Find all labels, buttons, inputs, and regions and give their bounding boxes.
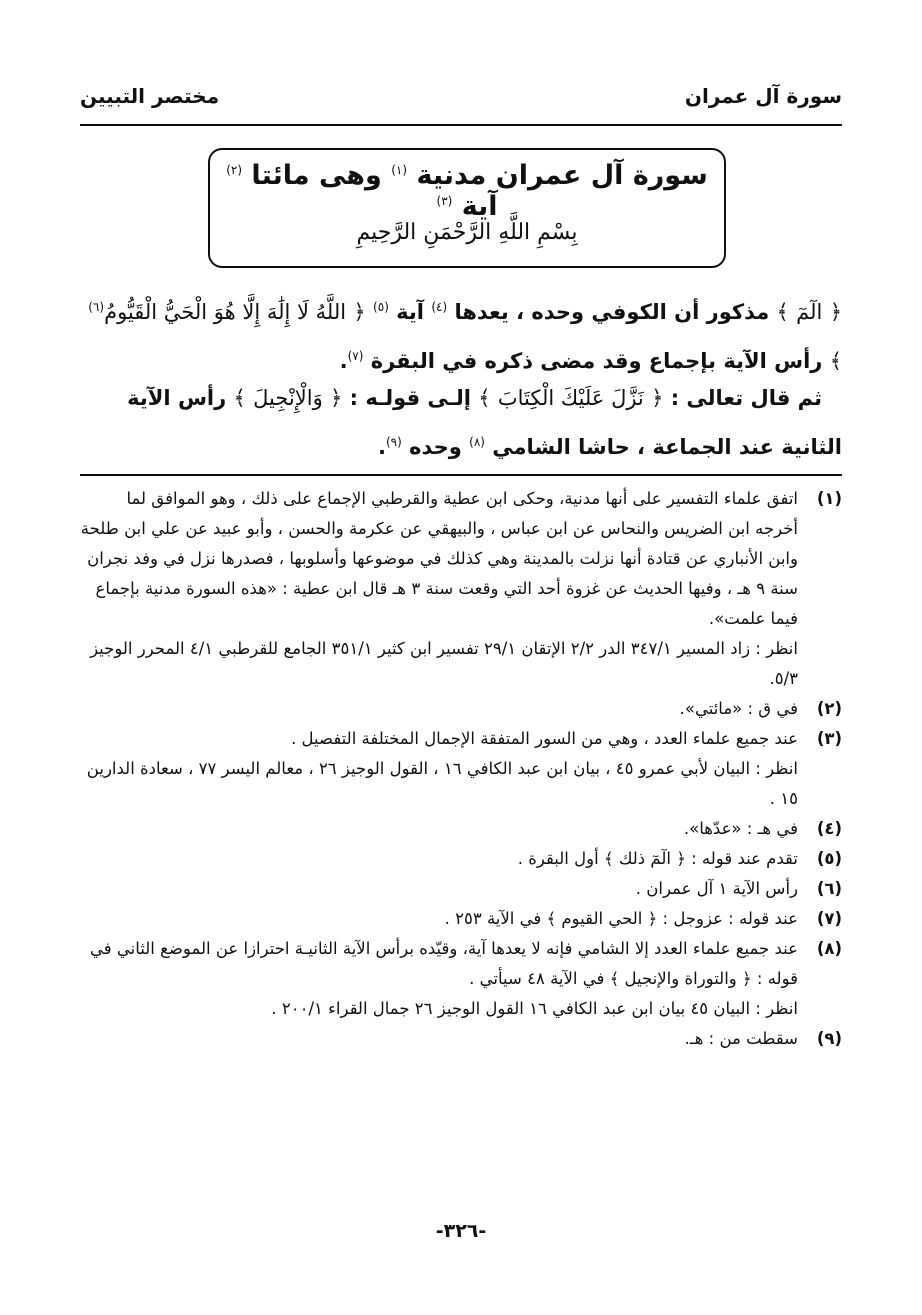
footnote-text: اتفق علماء التفسير على أنها مدنية، وحكى ابن عطية والقرطبي الإجماع على ذلك ، وهو الموافق لما أخرجه ابن الضريس والنحاس عن ابن عباس ، والبيهقي عن عكرمة والحسن ، وأبو عبيد عن علي ابن طلحة وابن الأنباري عن قتادة أنها نزلت بالمدينة وهي كذلك في موضوعها وأسلوبها ، فصدرها نزل في وفد نجران سنة ٩ هـ ، وفيها الحديث عن غزوة أحد التي وقعت سنة ٣ هـ قال ابن عطية : «هذه السورة مدنية بإجماع فيما علمت». <box>80 489 798 628</box>
footnote-4 <box>80 814 842 844</box>
footnote-number: (٣) <box>816 729 842 748</box>
surah-title <box>210 160 724 222</box>
main-text-span: رأس الآية بإجماع وقد مضى ذكره في البقرة <box>363 349 830 373</box>
footnote-ref-5: (٥) <box>373 300 389 314</box>
footnote-ref-1: (١) <box>391 163 408 177</box>
main-text-span: . <box>339 349 348 373</box>
footnote-separator <box>80 474 842 476</box>
main-paragraph-1 <box>80 285 842 373</box>
header-rule <box>80 124 842 126</box>
verse-open-bracket: ﴿ <box>651 386 664 410</box>
footnote-ref-9: (٩) <box>385 435 402 449</box>
main-text <box>80 285 842 469</box>
verse-open-bracket: ﴿ <box>829 300 842 324</box>
footnote-text: في ق : «مائتي». <box>679 699 798 718</box>
footnote-3 <box>80 724 842 814</box>
surah-title-box <box>208 148 726 268</box>
footnote-ref-7: (٧) <box>347 349 364 363</box>
main-paragraph-2 <box>80 376 842 469</box>
title-text-1: سورة آل عمران مدنية <box>407 160 708 191</box>
page-number: -٣٢٦- <box>435 1220 487 1242</box>
main-text-span: ثم قال تعالى : <box>663 386 822 410</box>
footnote-number: (٩) <box>816 1029 842 1048</box>
footnote-ref-6: (٦) <box>88 300 105 314</box>
footnote-number: (٦) <box>816 879 842 898</box>
footnote-5 <box>80 844 842 874</box>
verse-open-bracket: ﴿ <box>353 300 366 324</box>
footnote-1 <box>80 484 842 694</box>
main-text-span: رأس الآية الثانية عند الجماعة ، حاشا الشامي <box>127 386 842 459</box>
footnote-number: (٨) <box>816 939 842 958</box>
footnote-6 <box>80 874 842 904</box>
footnote-number: (٢) <box>816 699 842 718</box>
footnote-number: (١) <box>816 489 842 508</box>
running-header <box>80 84 842 118</box>
footnote-7 <box>80 904 842 934</box>
header-book-title: مختصر التبيين <box>80 84 220 108</box>
title-text-2: وهى مائتا <box>242 160 392 191</box>
footnote-text: رأس الآية ١ آل عمران . <box>635 879 798 898</box>
title-text-3: آية <box>452 191 498 222</box>
footnote-number: (٥) <box>816 849 842 868</box>
footnote-number: (٤) <box>816 819 842 838</box>
footnote-8 <box>80 934 842 1024</box>
footnote-reference: انظر : البيان ٤٥ بيان ابن عبد الكافي ١٦ القول الوجيز ٢٦ جمال القراء ٢٠٠/١ . <box>271 999 798 1018</box>
footnote-text: تقدم عند قوله : ﴿ الٓمٓ ذلك ﴾ أول البقرة . <box>517 849 798 868</box>
verse-close-bracket: ﴾ <box>478 386 491 410</box>
footnote-text: سقطت من : هـ. <box>684 1029 798 1048</box>
footnote-reference: انظر : البيان لأبي عمرو ٤٥ ، بيان ابن عبد الكافي ١٦ ، القول الوجيز ٢٦ ، معالم اليسر ٧٧ ، سعادة الدارين ١٥ . <box>86 759 798 808</box>
verse-close-bracket: ﴾ <box>233 386 246 410</box>
quran-verse: وَالْإِنْجِيلَ <box>253 386 323 410</box>
footnote-text: عند جميع علماء العدد ، وهي من السور المتفقة الإجمال المختلفة التفصيل . <box>291 729 798 748</box>
verse-close-bracket: ﴾ <box>829 349 842 373</box>
footnote-ref-2: (٢) <box>226 163 243 177</box>
main-text-span: . <box>377 435 386 459</box>
footnotes <box>80 484 842 1054</box>
main-text-span: وحده <box>401 435 470 459</box>
verse-close-bracket: ﴾ <box>776 300 789 324</box>
footnote-9 <box>80 1024 842 1054</box>
footnote-text: في هـ : «عدّها». <box>683 819 798 838</box>
footnote-number: (٧) <box>816 909 842 928</box>
main-text-span: إلـى قولـه : <box>342 386 479 410</box>
quran-verse: اللَّهُ لَا إِلَٰهَ إِلَّا هُوَ الْحَيُّ الْقَيُّومُ <box>104 300 347 324</box>
verse-open-bracket: ﴿ <box>330 386 343 410</box>
footnote-ref-8: (٨) <box>469 435 485 449</box>
header-surah-name: سورة آل عمران <box>684 84 842 108</box>
main-text-span: آية <box>388 300 432 324</box>
quran-verse: الٓمٓ <box>796 300 823 324</box>
main-text-span: مذكور أن الكوفي وحده ، يعدها <box>447 300 777 324</box>
footnote-text: عند جميع علماء العدد إلا الشامي فإنه لا يعدها آية، وقيّده برأس الآية الثانيـة احترازا عن الموضع الثاني في قوله : ﴿ والتوراة والإنجيل ﴾ في الآية ٤٨ سيأتي . <box>90 939 798 988</box>
footnote-ref-4: (٤) <box>431 300 448 314</box>
quran-verse: نَزَّلَ عَلَيْكَ الْكِتَابَ <box>497 386 644 410</box>
footnote-2 <box>80 694 842 724</box>
footnote-text: عند قوله : عزوجل : ﴿ الحي القيوم ﴾ في الآية ٢٥٣ . <box>444 909 798 928</box>
basmala: بِسْمِ اللَّهِ الرَّحْمَنِ الرَّحِيمِ <box>356 220 578 245</box>
footnote-reference: انظر : زاد المسير ٣٤٧/١ الدر ٢/٢ الإتقان ٢٩/١ تفسير ابن كثير ٣٥١/١ الجامع للقرطبي ٤/١ المحرر الوجيز ٥/٣. <box>90 639 798 688</box>
footnote-ref-3: (٣) <box>436 194 453 208</box>
